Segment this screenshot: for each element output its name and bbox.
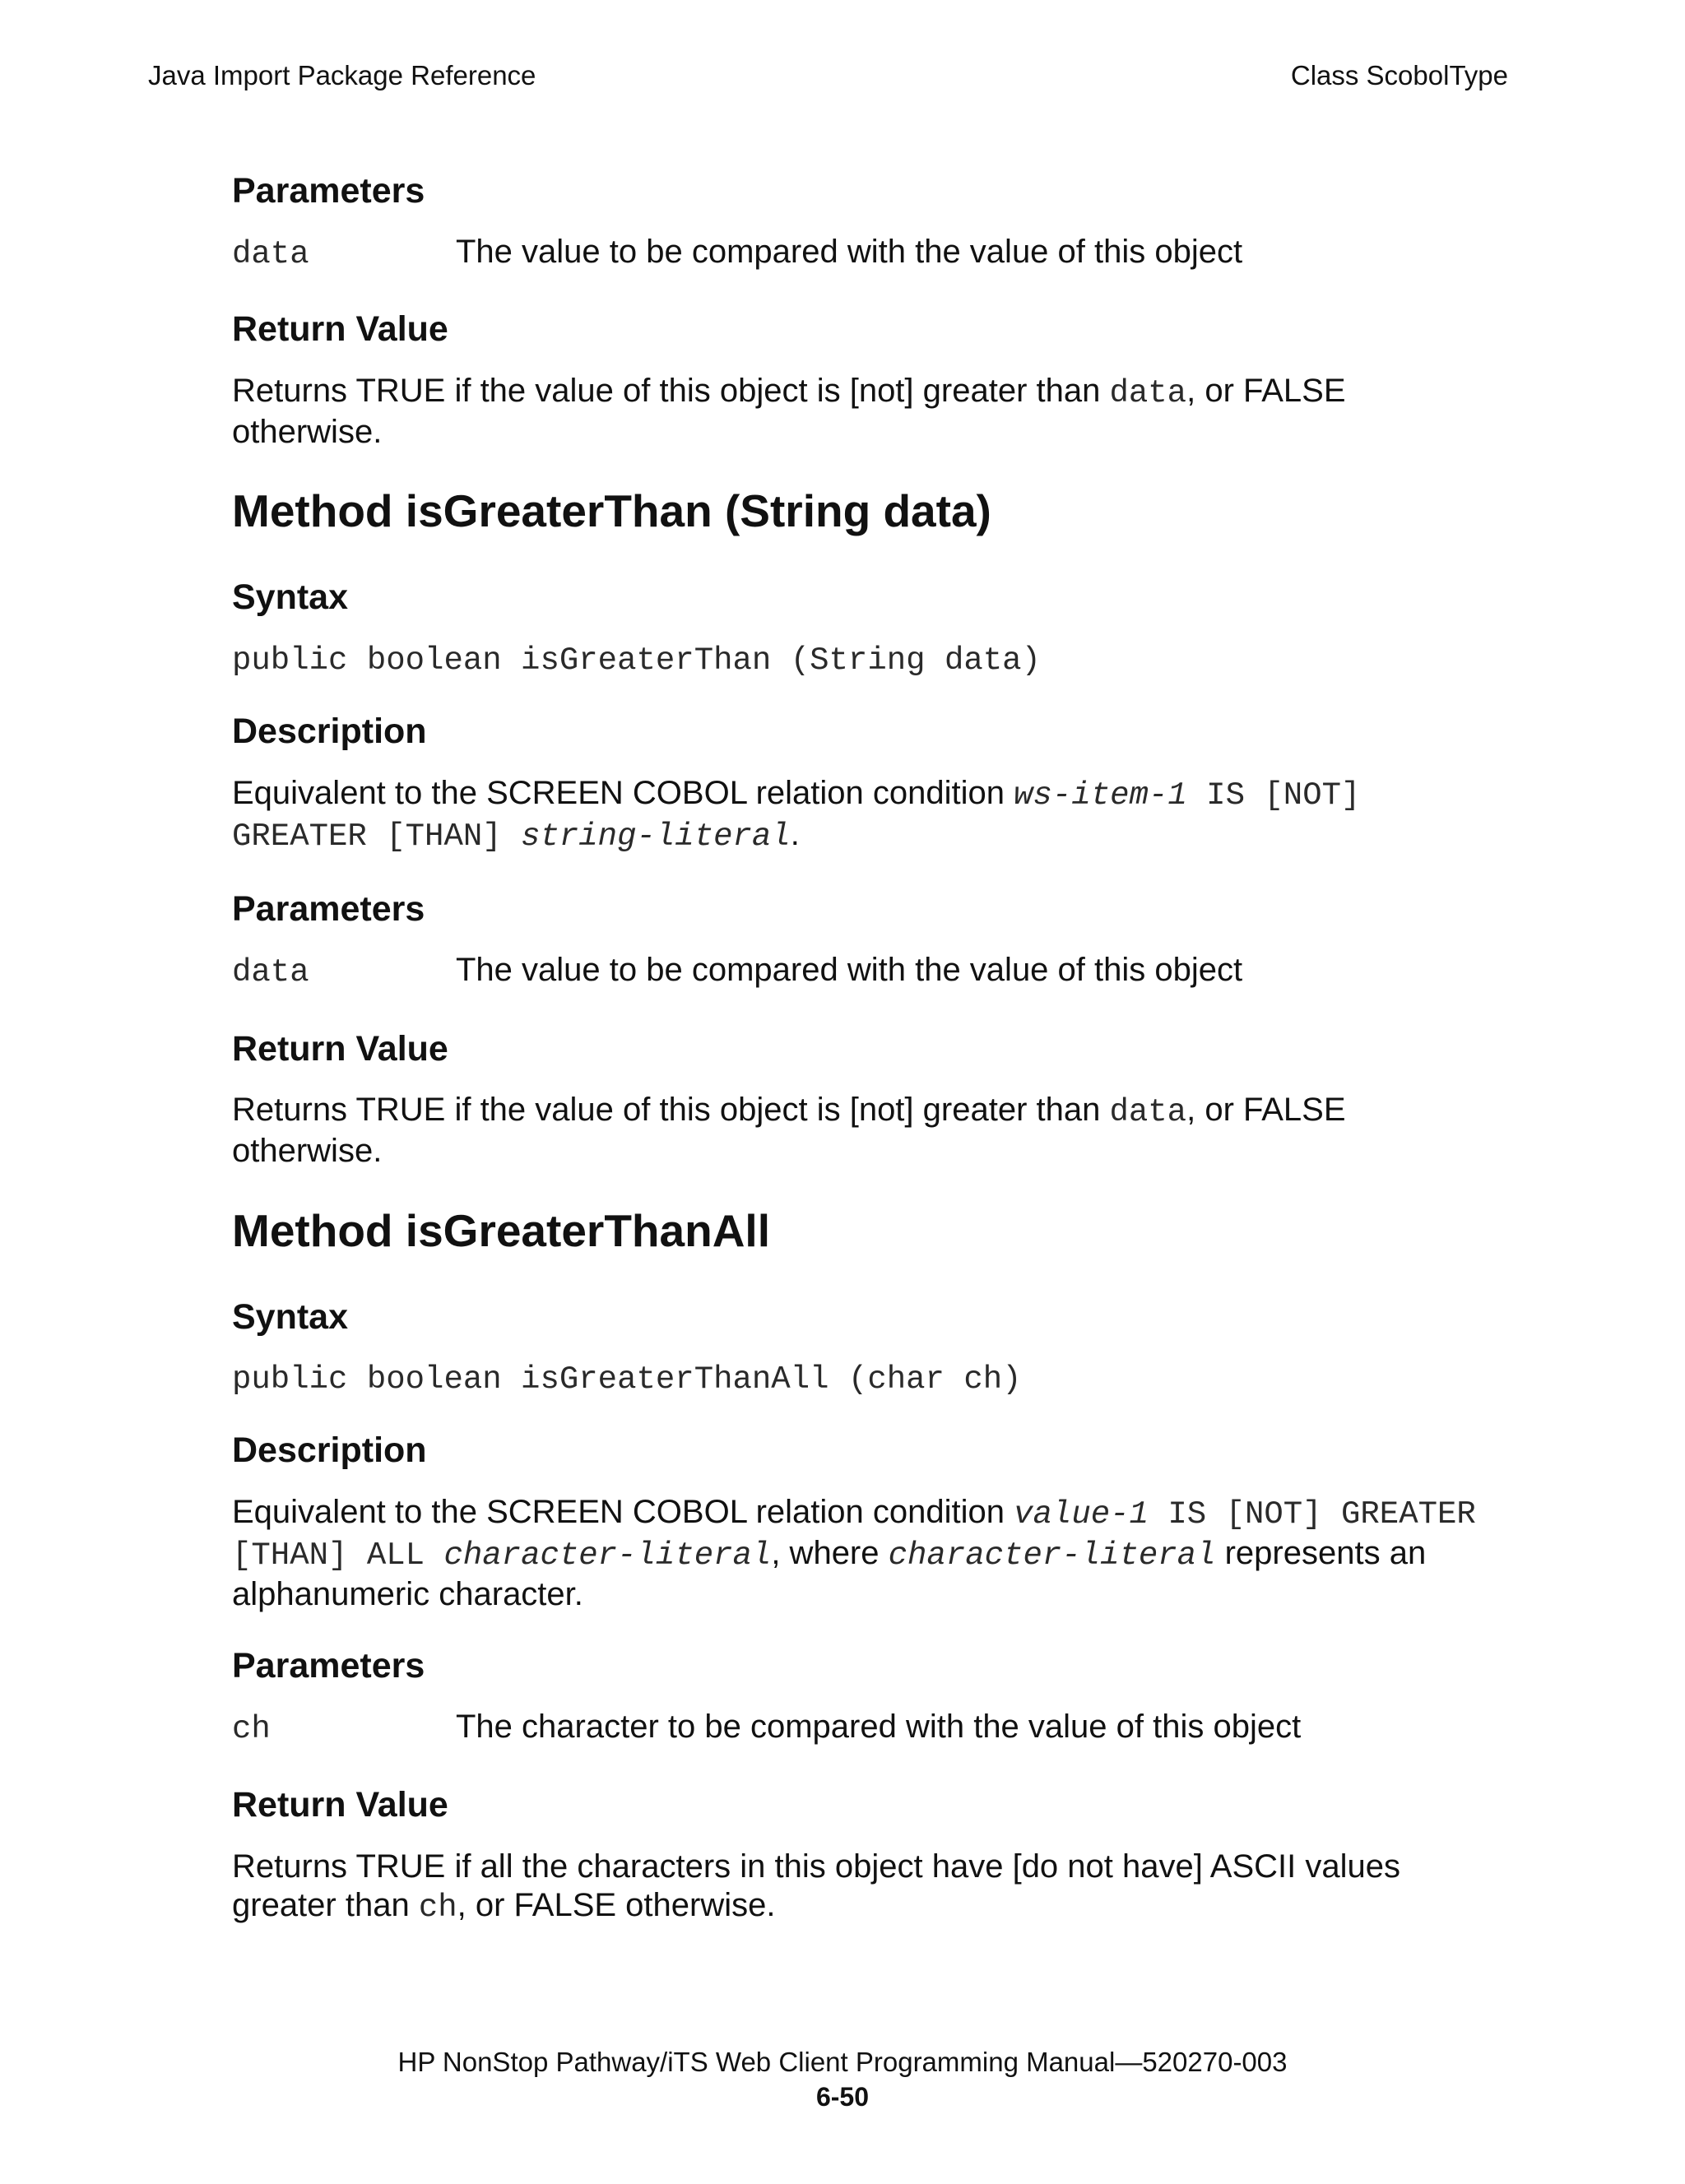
- parameter-row: [232, 1708, 1301, 1749]
- page-number: 6-50: [815, 2082, 870, 2112]
- parameter-name: data: [232, 236, 309, 272]
- parameters-heading: Parameters: [232, 1646, 425, 1686]
- syntax-heading: Syntax: [232, 1297, 349, 1337]
- description-text-run: represents an: [1215, 1535, 1427, 1571]
- description-text-run: , where: [771, 1535, 889, 1571]
- return-code: ch: [418, 1890, 457, 1926]
- return-code: data: [1109, 1094, 1187, 1130]
- parameter-row: [232, 951, 1242, 992]
- parameter-row: [232, 233, 1242, 274]
- header-class-name: Class ScobolType: [1290, 60, 1508, 90]
- syntax-code: public boolean isGreaterThan (String data): [232, 642, 1041, 679]
- parameter-name: data: [232, 954, 309, 990]
- header-section-title: Java Import Package Reference: [148, 60, 536, 90]
- return-value-text: [232, 372, 1346, 452]
- return-text: Returns TRUE if all the characters in this object have [do not have] ASCII values: [232, 1848, 1400, 1885]
- parameter-description: The value to be compared with the value of this object: [456, 952, 1243, 988]
- parameter-description: The value to be compared with the value of this object: [456, 234, 1243, 270]
- return-text: otherwise.: [232, 1133, 383, 1169]
- return-text: otherwise.: [232, 414, 383, 450]
- footer-manual-title: HP NonStop Pathway/iTS Web Client Programming Manual—520270-003: [397, 2047, 1288, 2077]
- return-value-heading: Return Value: [232, 309, 448, 349]
- return-value-heading: Return Value: [232, 1785, 448, 1825]
- description-code: IS [NOT] GREATER: [1148, 1496, 1476, 1533]
- description-code-italic: value-1: [1014, 1496, 1149, 1533]
- return-value-text: [232, 1091, 1346, 1171]
- return-text: , or FALSE: [1186, 373, 1346, 409]
- return-code: data: [1109, 375, 1187, 411]
- description-heading: Description: [232, 712, 427, 751]
- description-code: [THAN] ALL: [232, 1537, 444, 1574]
- description-code: IS [NOT]: [1186, 777, 1361, 814]
- parameter-name: ch: [232, 1711, 271, 1747]
- description-text-run: Equivalent to the SCREEN COBOL relation condition: [232, 775, 1014, 811]
- description-text-run: alphanumeric character.: [232, 1576, 583, 1612]
- parameters-heading: Parameters: [232, 889, 425, 929]
- method-title: Method isGreaterThanAll: [232, 1205, 770, 1256]
- description-code: GREATER [THAN]: [232, 818, 522, 855]
- return-text: , or FALSE otherwise.: [457, 1887, 776, 1923]
- description-text-run: Equivalent to the SCREEN COBOL relation condition: [232, 1494, 1014, 1530]
- description-text: [232, 1493, 1476, 1614]
- description-code-italic: string-literal: [521, 818, 791, 855]
- description-heading: Description: [232, 1430, 427, 1470]
- description-text: [232, 774, 1360, 856]
- page-footer: [0, 2045, 1685, 2114]
- description-code-italic: ws-item-1: [1014, 777, 1187, 814]
- return-text: , or FALSE: [1186, 1092, 1346, 1128]
- description-code-italic: character-literal: [443, 1537, 772, 1574]
- description-code-italic: character-literal: [888, 1537, 1216, 1574]
- running-header: [148, 58, 1508, 94]
- return-value-heading: Return Value: [232, 1029, 448, 1069]
- parameter-description: The character to be compared with the value of this object: [456, 1709, 1302, 1745]
- syntax-heading: Syntax: [232, 577, 349, 617]
- syntax-code: public boolean isGreaterThanAll (char ch): [232, 1361, 1022, 1398]
- method-title: Method isGreaterThan (String data): [232, 485, 991, 536]
- return-text: Returns TRUE if the value of this object is [not] greater than: [232, 373, 1110, 409]
- description-text-run: .: [790, 816, 800, 852]
- return-value-text: [232, 1848, 1400, 1927]
- return-text: greater than: [232, 1887, 419, 1923]
- return-text: Returns TRUE if the value of this object is [not] greater than: [232, 1092, 1110, 1128]
- parameters-heading: Parameters: [232, 171, 425, 211]
